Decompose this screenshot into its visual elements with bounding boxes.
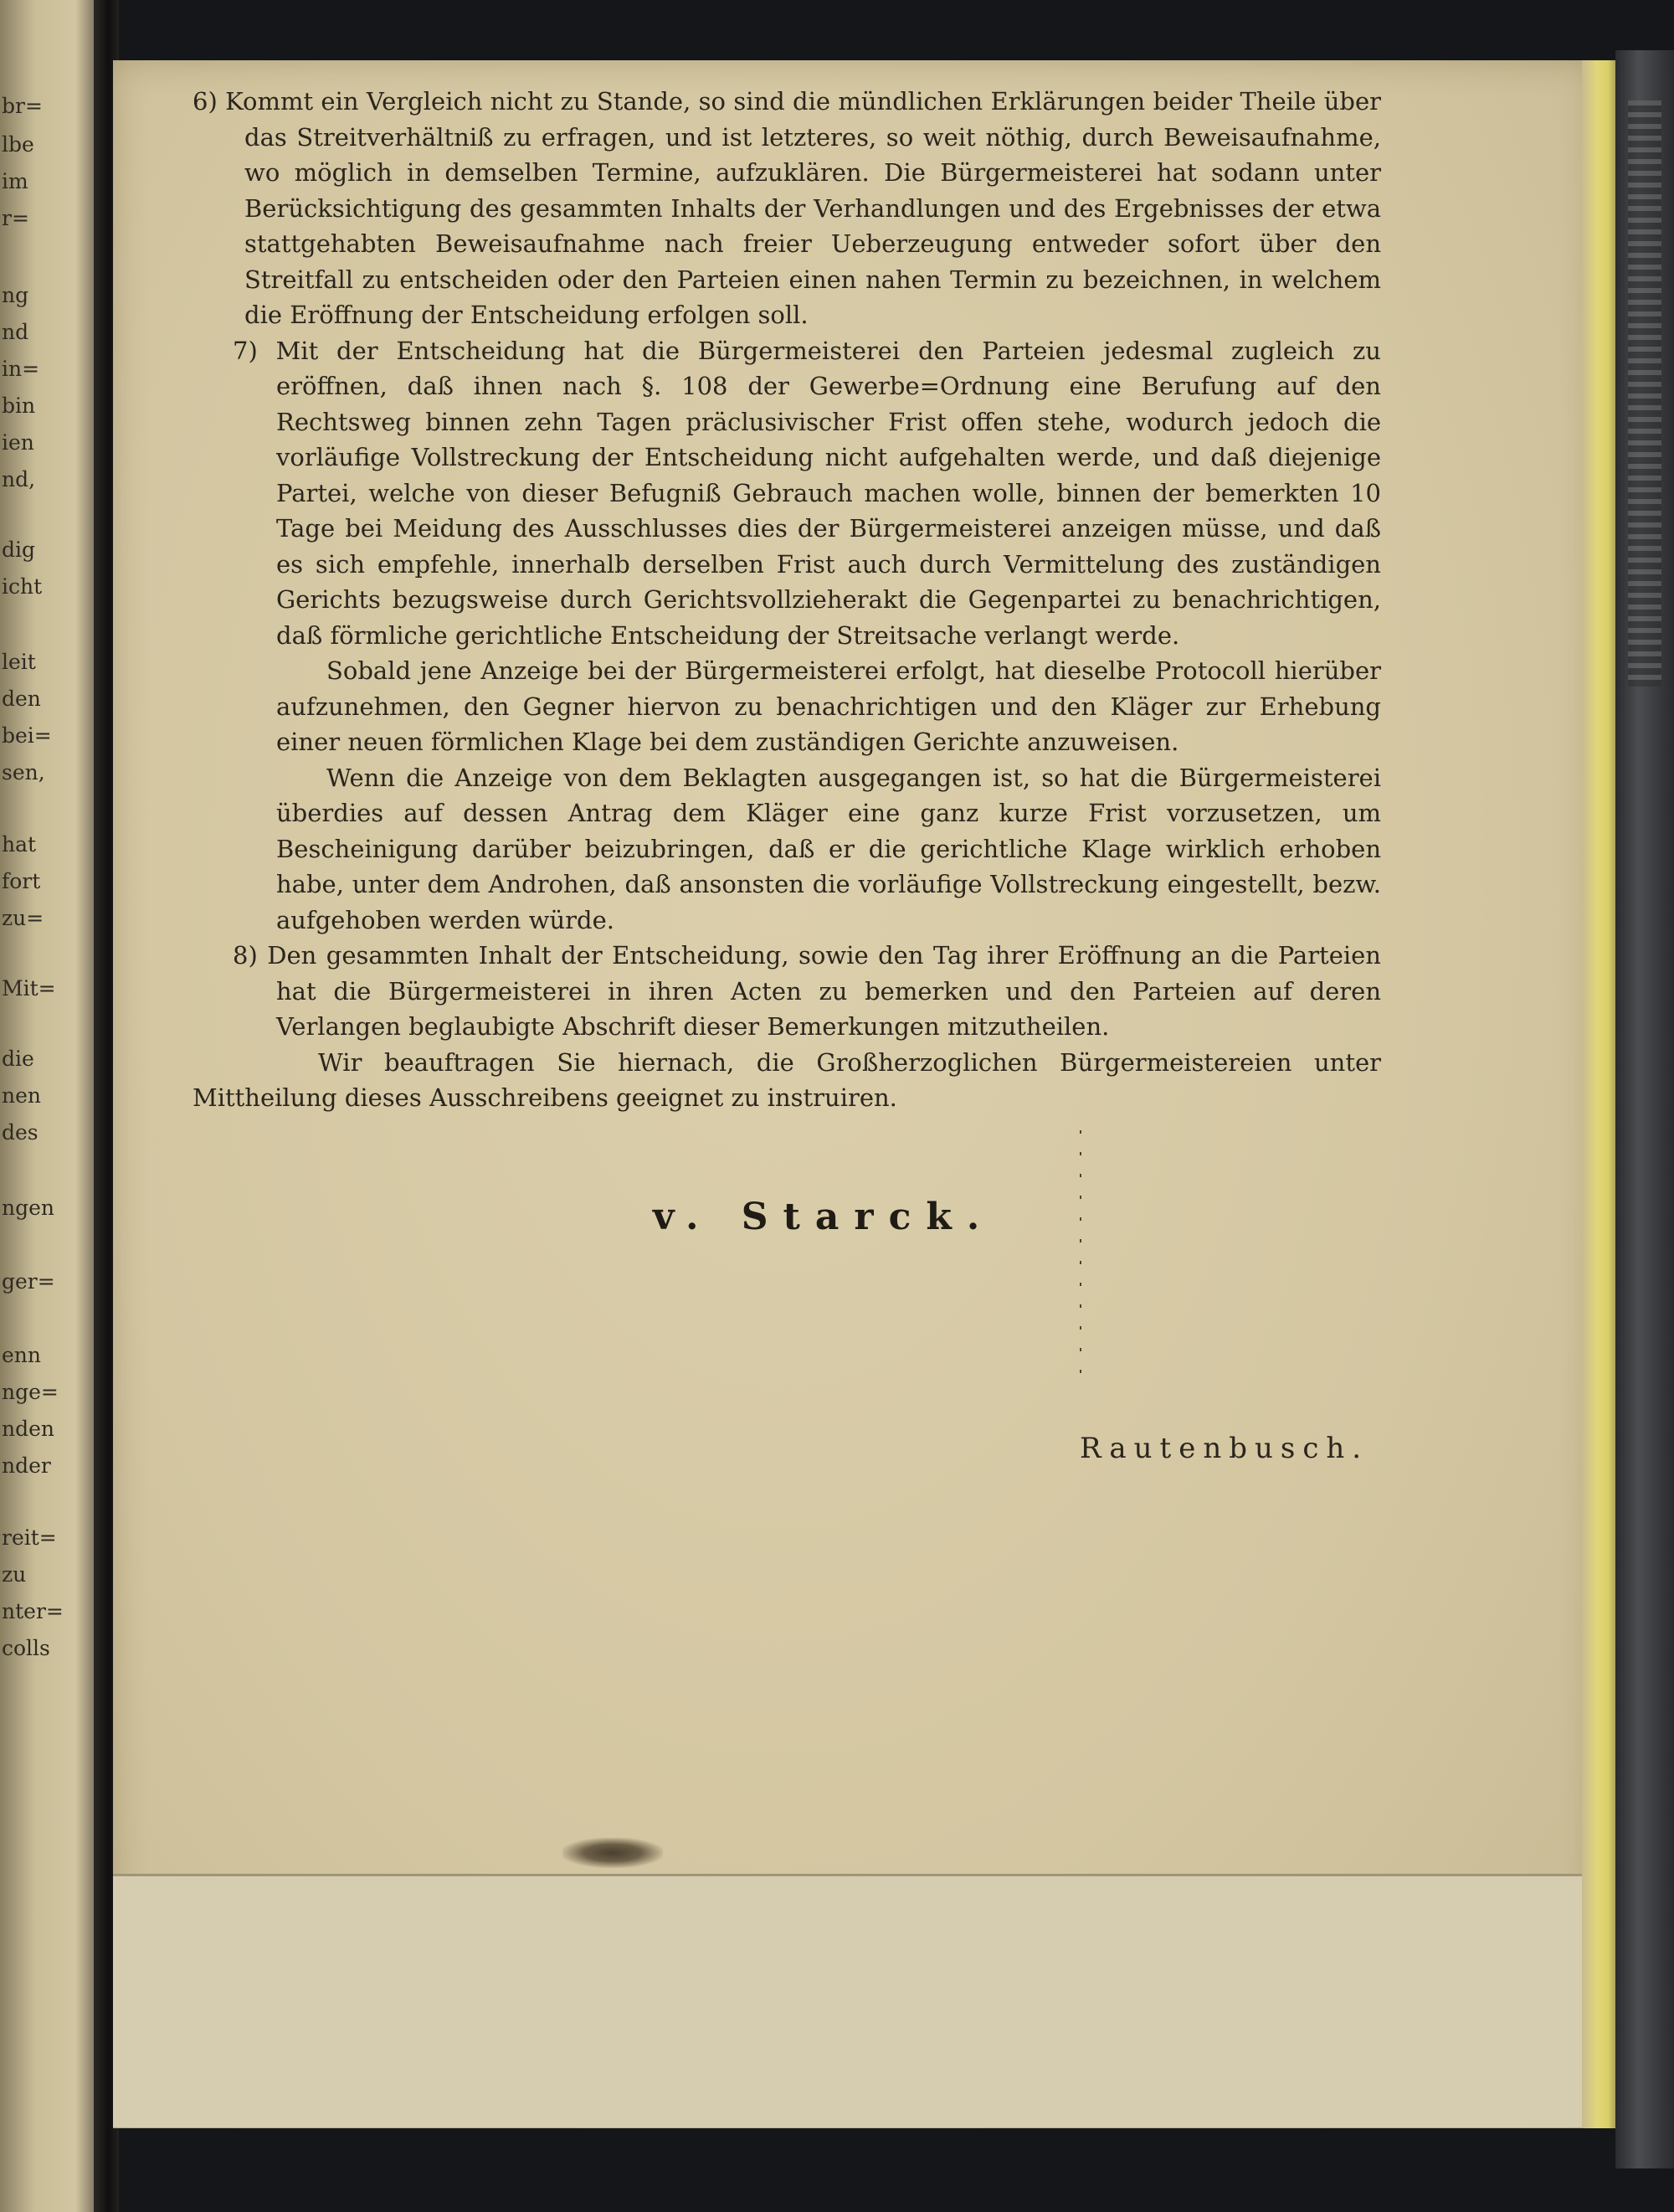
left-fragment: ng <box>2 283 29 307</box>
left-fragment: leit <box>2 650 36 674</box>
left-fragment: ngen <box>2 1196 55 1220</box>
document-text <box>193 84 1381 1116</box>
left-facing-page <box>0 0 100 2212</box>
dotted-mark <box>1080 1130 1081 1381</box>
left-fragment: des <box>2 1120 39 1145</box>
left-fragment: nge= <box>2 1380 59 1404</box>
left-fragment: fort <box>2 869 41 893</box>
left-fragment: hat <box>2 832 37 857</box>
left-fragment: lbe <box>2 132 34 157</box>
closing-instruction: Wir beauftragen Sie hiernach, die Großherzoglichen Bürgermeistereien unter Mittheilung dieses Ausschreibens geeignet zu instruiren. <box>193 1047 1381 1112</box>
left-fragment: den <box>2 687 41 711</box>
left-fragment: reit= <box>2 1525 57 1550</box>
left-fragment: die <box>2 1047 34 1071</box>
paragraph-7-defendant: Wenn die Anzeige von dem Beklagten ausgegangen ist, so hat die Bürgermeisterei überdies auf dessen Antrag dem Kläger eine ganz kurze Frist vorzusetzen, um Bescheinigung darüber beizubringen, daß er die gerichtliche Klage wirklich erhoben habe, unter dem Androhen, daß ansonsten die vorläufige Vollstreckung eingestellt, bezw. aufgehoben werden würde. <box>276 763 1381 934</box>
left-fragment: in= <box>2 357 40 381</box>
left-fragment: zu= <box>2 906 44 930</box>
left-fragment: enn <box>2 1343 41 1367</box>
page-lower-fold <box>113 1874 1594 2127</box>
left-fragment: im <box>2 169 28 193</box>
signature-secondary: Rautenbusch. <box>1080 1432 1369 1465</box>
left-fragment: ien <box>2 430 34 455</box>
page-edge <box>1582 60 1620 2128</box>
ink-stain <box>562 1838 663 1868</box>
binding-texture <box>1628 100 1661 687</box>
paragraph-7-notification: Sobald jene Anzeige bei der Bürgermeisterei erfolgt, hat dieselbe Protocoll hierüber aufzunehmen, den Gegner hiervon zu benachrichtigen und den Kläger zur Erhebung einer neuen förmlichen Klage bei dem zuständigen Gerichte anzuweisen. <box>276 656 1381 756</box>
left-fragment: nen <box>2 1083 41 1108</box>
left-fragment: r= <box>2 206 29 230</box>
signature-main: v. Starck. <box>653 1196 995 1238</box>
left-fragment: sen, <box>2 760 45 784</box>
left-fragment: nter= <box>2 1599 64 1623</box>
left-fragment: nden <box>2 1417 55 1441</box>
left-fragment: br= <box>2 94 43 118</box>
left-fragment: nder <box>2 1453 51 1478</box>
left-fragment: nd, <box>2 467 36 491</box>
left-fragment: zu <box>2 1562 27 1587</box>
left-fragment: bin <box>2 394 36 418</box>
left-fragment: icht <box>2 574 43 599</box>
paragraph-8: 8) Den gesammten Inhalt der Entscheidung, sowie den Tag ihrer Eröffnung an die Parteien hat die Bürgermeisterei in ihren Acten zu bemerken und den Parteien auf deren Verlangen beglaubigte Abschrift dieser Bemerkungen mitzutheilen. <box>233 941 1381 1041</box>
left-fragment: dig <box>2 538 36 562</box>
left-fragment: nd <box>2 320 29 344</box>
left-fragment: ger= <box>2 1269 55 1294</box>
paragraph-7: 7) Mit der Entscheidung hat die Bürgermeisterei den Parteien jedesmal zugleich zu eröffnen, daß ihnen nach §. 108 der Gewerbe=Ordnung eine Berufung auf den Rechtsweg binnen zehn Tagen präclusivischer Frist offen stehe, wodurch jedoch die vorläufige Vollstreckung der Entscheidung nicht aufgehalten werde, und daß diejenige Partei, welche von dieser Befugniß Gebrauch machen wolle, binnen der bemerkten 10 Tage bei Meidung des Ausschlusses dies der Bürgermeisterei anzeigen müsse, und daß es sich empfehle, innerhalb derselben Frist auch durch Vermittelung des zuständigen Gerichts bezugsweise durch Gerichtsvollzieherakt die Gegenpartei zu benachrichtigen, daß förmliche gerichtliche Entscheidung der Streitsache verlangt werde. <box>233 336 1381 650</box>
left-fragment: colls <box>2 1636 50 1660</box>
paragraph-6: 6) Kommt ein Vergleich nicht zu Stande, so sind die mündlichen Erklärungen beider Theile über das Streitverhältniß zu erfragen, und ist letzteres, so weit nöthig, durch Beweisaufnahme, wo möglich in demselben Termine, aufzuklären. Die Bürgermeisterei hat sodann unter Berücksichtigung des gesammten Inhalts der Verhandlungen und des Ergebnisses der etwa stattgehabten Beweisaufnahme nach freier Ueberzeugung entweder sofort über den Streitfall zu entscheiden oder den Parteien einen nahen Termin zu bezeichnen, in welchem die Eröffnung der Entscheidung erfolgen soll. <box>193 87 1381 329</box>
left-fragment: Mit= <box>2 976 56 1001</box>
left-fragment: bei= <box>2 723 52 748</box>
